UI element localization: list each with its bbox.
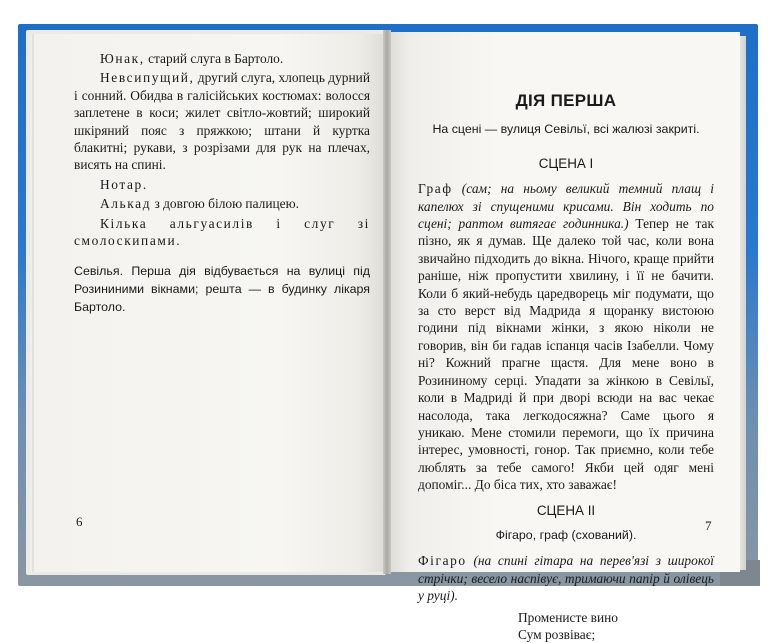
page-number-left: 6	[76, 514, 83, 529]
scene1-text: Граф (сам; на ньому великий темний плащ і капелюх зі спущеними крисами. Він ходить по сцені; раптом витягає годинника.) Тепер не так пізно, як я думав. Ще далеко той час, коли вона звичайно підходить до вікна. Нічого, краще прийти раніше, ніж пропустити хвилину, і її не бачити. Коли б який-небудь царедворець міг подумати, що за сто верст від Мадрида я щоранку вистоюю години під вікнами жінки, з якою ніколи не говорив, він би гадав іспанця часів Ізабелли. Чому ні? Кожний прагне щастя. Для мене воно в Розининому серці. Упадати за жінкою в Севільї, коли в Мадриді й при дворі всюди на вас чекає насолода, така легкодосяжна? Саме цього я уникаю. Мене стомили перемоги, що їх причина інтерес, умовності, гонор. Так приємно, коли тебе люблять за тебе самого! Якби цей одяг мені допоміг... До біса тих, хто заважає!	[418, 181, 715, 493]
scene-title: СЦЕНА II	[536, 502, 596, 518]
page-number-right: 7	[705, 518, 712, 533]
cast-entry: Юнак, старий слуга в Бартоло.	[100, 51, 284, 66]
cast-entry: Алькад з довгою білою палицею.	[100, 196, 299, 212]
page-stack-right	[740, 36, 746, 570]
cast-entry: Кілька альгуасилів і слуг зі смолоскипами.	[74, 215, 370, 249]
cast-entry: Нотар.	[100, 176, 148, 192]
left-page-text	[74, 50, 370, 319]
stage-direction: На сцені — вулиця Севільї, всі жалюзі закриті.	[432, 122, 700, 137]
song-lines	[418, 609, 714, 643]
act-title: ДІЯ ПЕРША	[515, 91, 617, 110]
scene-persons: Фігаро, граф (схований).	[495, 527, 637, 542]
right-page-text	[418, 92, 714, 643]
song-line: Променисте вино	[518, 609, 618, 625]
song-line: Сум розвіває;	[518, 626, 596, 642]
setting-note: Севілья. Перша дія відбувається на вулиці під Розининими вікнами; решта — в будинку лікаря Бартоло.	[74, 264, 370, 315]
scene-title: СЦЕНА I	[538, 155, 594, 171]
cast-entry: Невсипущий, другий слуга, хлопець дурний і сонний. Обидва в галісійських костюмах: волосся заплетене в коси; жилет світло-жовтий; широкий шкіряний пояс з пряжкою; штани й куртка блакитні; рукави, з розрізами для рук на плечах, висять на спині.	[74, 70, 370, 173]
book-gutter	[383, 30, 391, 574]
scene2-text: Фігаро (на спині гітара на перев'язі з широкої стрічки; весело наспівує, тримаючи папір й олівець у руці).	[418, 553, 714, 604]
